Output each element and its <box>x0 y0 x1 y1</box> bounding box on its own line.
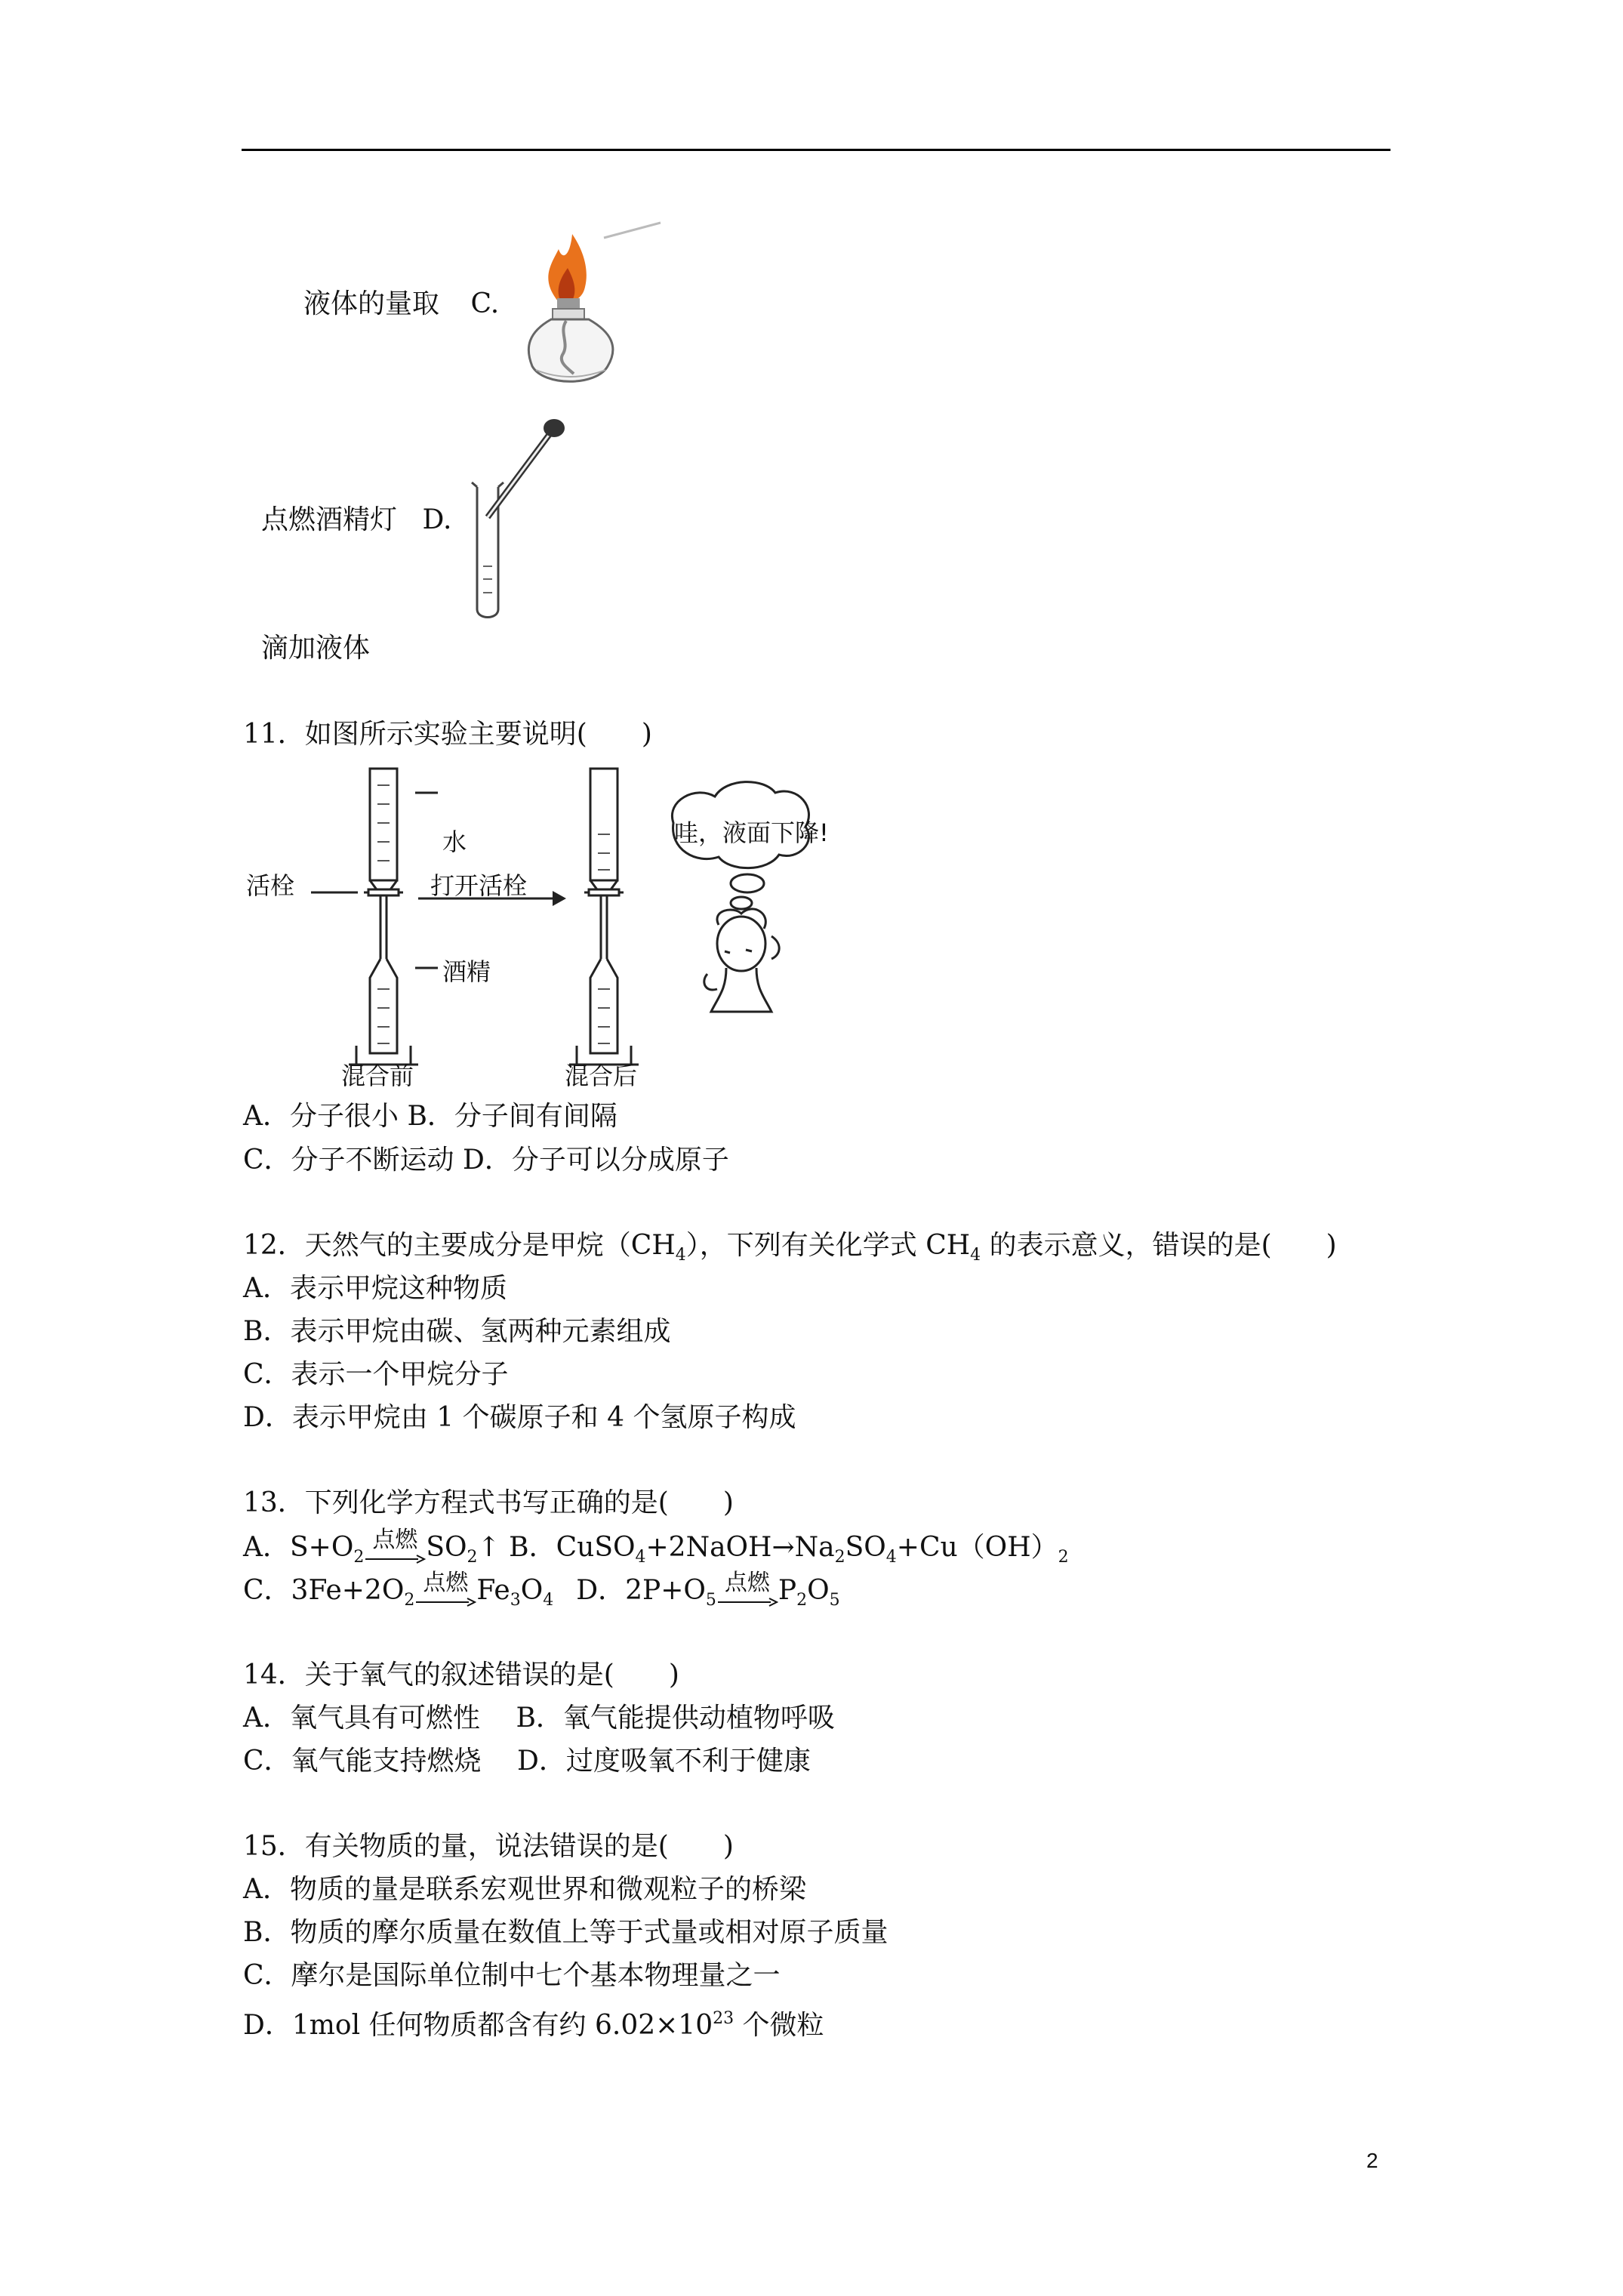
header-rule <box>242 149 1390 151</box>
question-14-options-cd: C．氧气能支持燃烧 D．过度吸氧不利于健康 <box>243 1746 811 1777</box>
label-after-mixing: 混合后 <box>565 1062 638 1090</box>
question-12-option-c: C．表示一个甲烷分子 <box>243 1359 509 1390</box>
question-13-stem: 13．下列化学方程式书写正确的是( ) <box>243 1487 734 1518</box>
reaction-condition-d: 点燃 <box>716 1576 778 1607</box>
label-water: 水 <box>442 827 467 856</box>
label-alcohol: 酒精 <box>442 957 491 986</box>
question-15-stem: 15．有关物质的量，说法错误的是( ) <box>243 1831 734 1862</box>
dropper-testtube-image <box>460 411 574 623</box>
question-11-stem: 11．如图所示实验主要说明( ) <box>243 719 652 750</box>
question-12-option-b: B．表示甲烷由碳、氢两种元素组成 <box>243 1316 671 1347</box>
caption-light-lamp: 点燃酒精灯 <box>261 504 398 535</box>
question-14-stem: 14．关于氧气的叙述错误的是( ) <box>243 1660 679 1690</box>
label-open-valve: 打开活栓 <box>430 871 528 900</box>
question-13-options-cd: C．$3Fe+2O_2$ 点燃 $Fe_3O_4$ D．$2P+O_5$ 点燃 $P_2O_5$ <box>243 1570 840 1610</box>
question-14-options-ab: A．氧气具有可燃性 B．氧气能提供动植物呼吸 <box>243 1703 835 1734</box>
apparatus-before <box>349 769 418 1065</box>
question-15-option-a: A．物质的量是联系宏观世界和微观粒子的桥梁 <box>243 1874 806 1905</box>
question-12-stem: 12．天然气的主要成分是甲烷$(CH_4)$，下列有关化学式 $CH_4$ 的表示意义，错误的是( ) <box>243 1230 1337 1265</box>
option-c-caption <box>261 503 452 538</box>
label-before-mixing: 混合前 <box>341 1062 414 1090</box>
caption-drop-liquid: 滴加液体 <box>261 633 371 664</box>
question-15-option-b: B．物质的摩尔质量在数值上等于式量或相对原子质量 <box>243 1917 888 1948</box>
question-13-options-ab: A．$S+O_2$ 点燃 $SO_2↑$ B．$CuSO_4+2NaOH\to Na_2SO_4+Cu(OH)_2$ <box>243 1527 1069 1567</box>
label-valve: 活栓 <box>246 871 295 900</box>
reaction-condition-a: 点燃 <box>364 1533 426 1564</box>
option-b-caption <box>303 287 499 322</box>
page-number: 2 <box>1366 2149 1378 2172</box>
reaction-condition-c: 点燃 <box>414 1576 476 1607</box>
cartoon-person <box>704 909 779 1012</box>
option-d-prefix: D. <box>422 504 452 535</box>
option-c-prefix: C. <box>470 288 500 319</box>
question-15-option-c: C．摩尔是国际单位制中七个基本物理量之一 <box>243 1960 781 1991</box>
question-15-option-d: D．1mol 任何物质都含有约 $6.02\times 10^{23}$ 个微粒 <box>243 2009 824 2041</box>
question-12-option-a: A．表示甲烷这种物质 <box>243 1273 507 1304</box>
alcohol-lamp-image <box>513 219 664 400</box>
question-11-options-ab: A．分子很小 B．分子间有间隔 <box>243 1101 617 1132</box>
speech-text: 哇，液面下降! <box>674 818 829 847</box>
caption-liquid-measuring: 液体的量取 <box>303 288 440 319</box>
apparatus-after <box>569 769 639 1065</box>
question-11-options-cd: C．分子不断运动 D．分子可以分成原子 <box>243 1145 729 1176</box>
diffusion-experiment-figure <box>243 763 817 1095</box>
question-12-option-d: D．表示甲烷由 1 个碳原子和 4 个氢原子构成 <box>243 1402 796 1433</box>
